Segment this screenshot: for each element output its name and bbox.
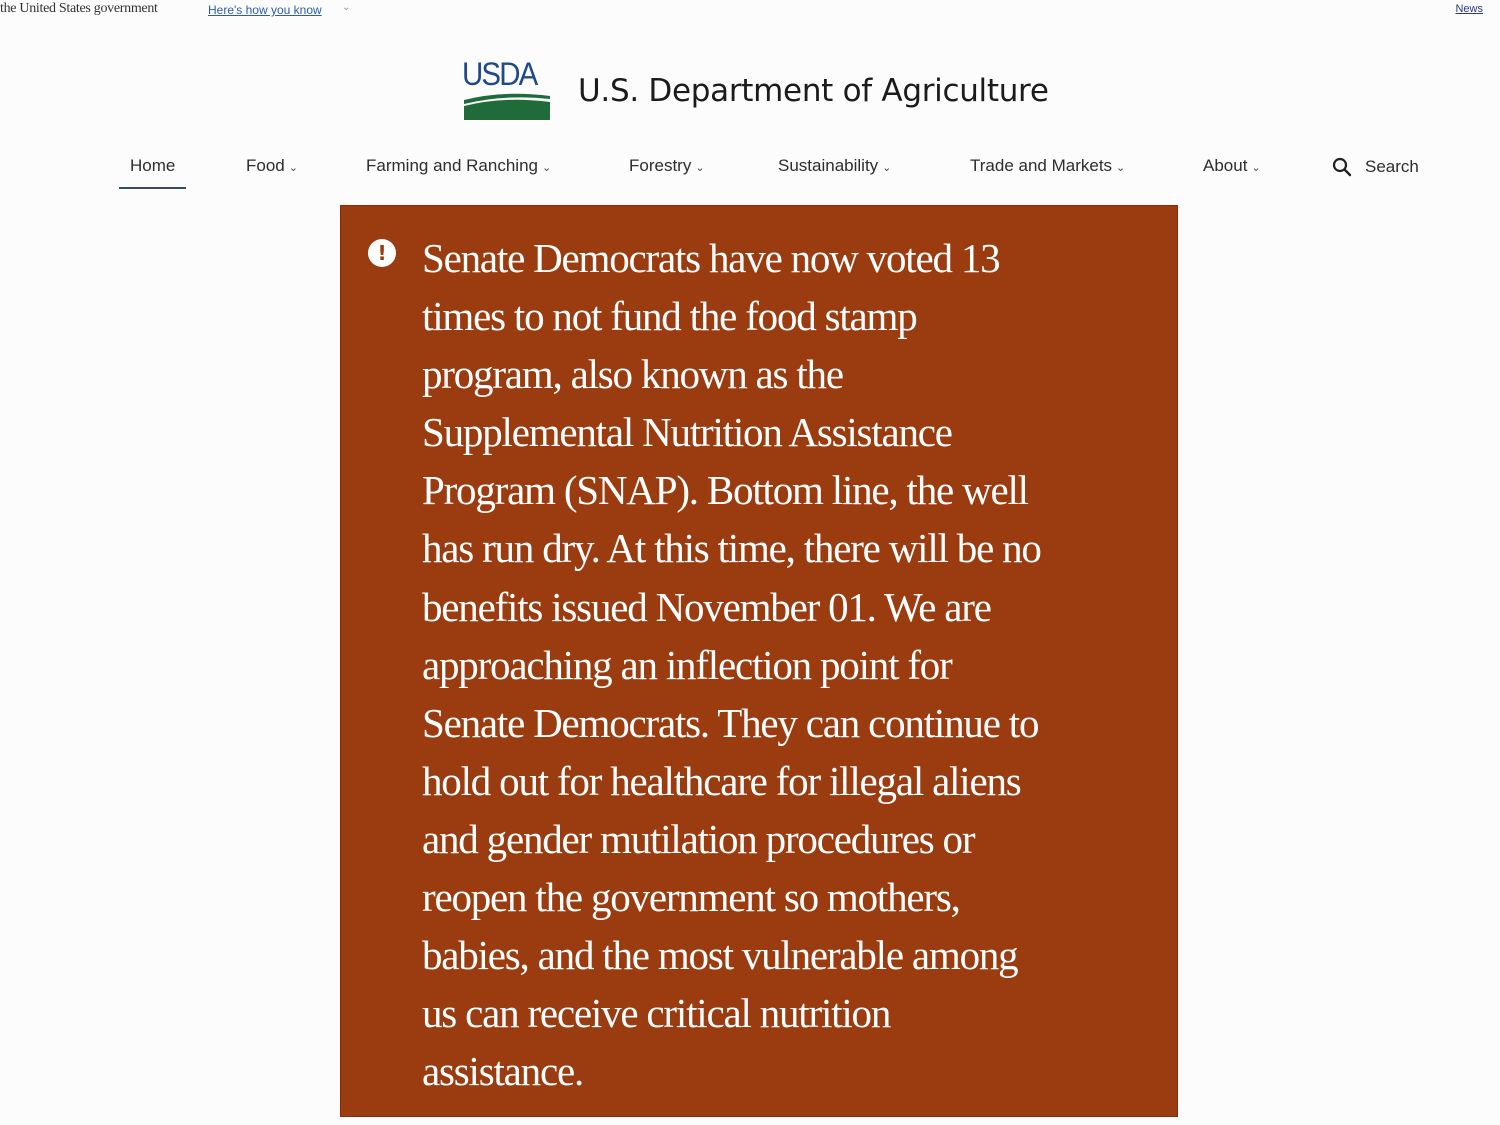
nav-item-label: Food: [246, 156, 285, 175]
alert-line: benefits issued November 01. We are: [422, 583, 991, 630]
chevron-down-icon: ⌄: [1251, 161, 1261, 174]
search-label: Search: [1365, 157, 1419, 176]
nav-item-label: About: [1203, 156, 1248, 175]
alert-line: program, also known as the: [422, 351, 843, 398]
chevron-down-icon: ⌄: [288, 161, 298, 174]
nav-item-label: Trade and Markets: [970, 156, 1113, 175]
nav-item-farming-and-ranching[interactable]: [366, 156, 551, 176]
search-icon: [1331, 156, 1353, 178]
nav-item-label: Home: [130, 156, 176, 175]
nav-item-food[interactable]: [246, 156, 298, 176]
search-button[interactable]: [1331, 156, 1419, 178]
nav-item-home[interactable]: [130, 156, 175, 176]
alert-line: babies, and the most vulnerable among: [422, 932, 1018, 979]
alert-banner: [340, 205, 1178, 1117]
alert-line: and gender mutilation procedures or: [422, 815, 975, 862]
alert-line: us can receive critical nutrition: [422, 990, 891, 1037]
alert-exclamation-icon: !: [368, 239, 396, 267]
alert-line: hold out for healthcare for illegal aliens: [422, 757, 1021, 804]
chevron-down-icon: ⌄: [695, 161, 705, 174]
alert-line: times to not fund the food stamp: [422, 293, 917, 340]
alert-line: reopen the government so mothers,: [422, 874, 960, 921]
alert-line: Program (SNAP). Bottom line, the well: [422, 467, 1028, 514]
chevron-down-icon: ⌄: [541, 161, 552, 174]
nav-item-sustainability[interactable]: [778, 156, 891, 176]
nav-item-forestry[interactable]: [629, 156, 705, 176]
alert-line: has run dry. At this time, there will be no: [422, 525, 1041, 572]
site-brand[interactable]: [462, 56, 1049, 122]
alert-line: Senate Democrats have now voted 13: [422, 235, 1000, 281]
chevron-down-icon[interactable]: ⌄: [342, 2, 351, 13]
chevron-down-icon: ⌄: [882, 161, 892, 174]
nav-item-about[interactable]: [1203, 156, 1261, 176]
news-link[interactable]: News: [1455, 3, 1483, 15]
alert-line: Senate Democrats. They can continue to: [422, 699, 1039, 746]
nav-item-trade-and-markets[interactable]: [970, 156, 1125, 176]
gov-banner: [0, 0, 1500, 22]
gov-banner-text: the United States government: [0, 1, 158, 16]
nav-item-label: Sustainability: [778, 156, 879, 175]
main-nav: [0, 150, 1500, 190]
heres-how-you-know-link[interactable]: Here's how you know: [208, 3, 322, 17]
nav-item-label: Farming and Ranching: [366, 156, 538, 175]
alert-message: [422, 229, 1041, 1100]
usda-logo-field-icon: [464, 92, 550, 120]
alert-line: approaching an inflection point for: [422, 641, 952, 688]
site-title: U.S. Department of Agriculture: [578, 73, 1049, 109]
nav-item-label: Forestry: [629, 156, 692, 175]
alert-line: assistance.: [422, 1048, 583, 1095]
usda-logo[interactable]: [462, 56, 550, 122]
chevron-down-icon: ⌄: [1116, 161, 1126, 174]
usda-logo-text: USDA: [462, 56, 537, 92]
alert-line: Supplemental Nutrition Assistance: [422, 409, 952, 456]
